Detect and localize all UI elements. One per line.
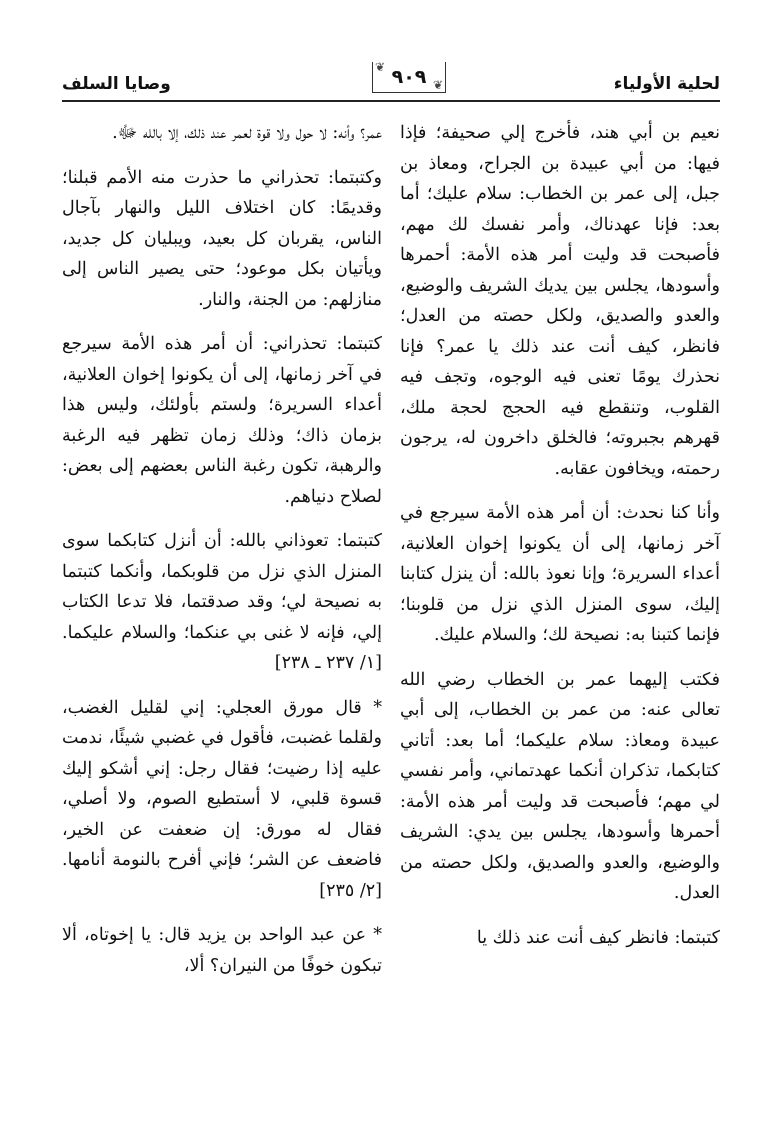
paragraph: كتبتما: تحذراني: أن أمر هذه الأمة سيرجع في آخر زمانها، إلى أن يكونوا إخوان العلانية، أعداء السريرة؛ ولستم بأولئك، وليس هذا بزمان ذاك؛ وذلك زمان تظهر فيه الرغبة والرهبة، تكون رغبة الناس بعضهم إلى بعض: لصلاح دنياهم. [62,334,382,507]
page-number: ٩٠٩ [391,66,427,88]
paragraph: وأنا كنا نحدث: أن أمر هذه الأمة سيرجع في آخر زمانها، إلى أن يكونوا إخوان العلانية، أعداء السريرة؛ وإنا نعوذ بالله: أن ينزل كتابنا إليك، سوى المنزل الذي نزل من قلوبنا؛ فإنما كتبنا به: نصيحة لك؛ والسلام عليك. [400,503,720,645]
paragraph: فكتب إليهما عمر بن الخطاب رضي الله تعالى عنه: من عمر بن الخطاب، إلى أبي عبيدة ومعاذ: سلام عليكما؛ أما بعد: أتاني كتابكما، تذكران أنكما عهدتماني، وأمر نفسي لي مهم؛ فأصبحت قد وليت أمر هذه الأمة: أحمرها وأسودها، يجلس بين يدي: الشريف والوضيع، والعدو والصديق، ولكل حصته من العدل. [400,669,720,903]
page-header [62,62,720,102]
paragraph: * قال مورق العجلي: إني لقليل الغضب، ولقلما غضبت، فأقول في غضبي شيئًا، ندمت عليه إذا رضيت؛ فقال رجل: إني أشكو إليك قسوة قلبي، لا أستطيع الصوم، ولا أصلي، فقال له مورق: إن ضعفت عن الخير، فاضعف عن الشر؛ فإني أفرح بالنومة أنامها. [٢/ ٢٣٥] [62,697,382,901]
paragraph: كتبتما: تعوذاني بالله: أن أنزل كتابكما سوى المنزل الذي نزل من قلوبكما، وأنكما كتبتما به نصيحة لي؛ وقد صدقتما، فلا تدعا الكتاب إلي، فإنه لا غنى بي عنكما؛ والسلام عليكما. [١/ ٢٣٧ ـ ٢٣٨] [62,531,382,673]
header-rule [62,100,720,102]
paragraph: نعيم بن أبي هند، فأخرج إلي صحيفة؛ فإذا فيها: من أبي عبيدة بن الجراح، ومعاذ بن جبل، إلى عمر بن الخطاب: سلام عليك؛ أما بعد: فإنا عهدناك، وأمر نفسك لك مهم، فأصبحت قد وليت أمر هذه الأمة: أحمرها وأسودها، يجلس بين يديك الشريف والوضيع، والعدو والصديق، ولكل حصته من العدل؛ فانظر، كيف أنت عند ذلك يا عمر؟ فإنا نحذرك يومًا تعنى فيه الوجوه، وتجف فيه القلوب، وتنقطع فيه الحجج لحجة ملك، قهرهم بجبروته؛ فالخلق داخرون له، يرجون رحمته، ويخافون عقابه. [400,123,720,479]
paragraph: * عن عبد الواحد بن يزيد قال: يا إخوتاه، ألا تبكون خوفًا من النيران؟ ألا، [62,925,382,976]
chapter-title: وصايا السلف [62,74,171,94]
right-column [400,118,720,967]
ornament-icon: ❦ [432,78,443,92]
paragraph: وكتبتما: تحذراني ما حذرت منه الأمم قبلنا؛ وقديمًا: كان اختلاف الليل والنهار بآجال الناس، يقربان كل بعيد، ويبليان كل جديد، ويأتيان بكل موعود؛ حتى يصير الناس إلى منازلهم: من الجنة، والنار. [62,167,382,310]
page-number-frame [372,62,446,93]
ornament-icon: ❦ [375,60,386,74]
paragraph: كتبتما: فانظر كيف أنت عند ذلك يا [476,927,720,948]
left-column [62,118,382,995]
paragraph: عمر؟ وأنه: لا حول ولا قوة لعمر عند ذلك، إلا بالله ﷻ. [112,123,382,143]
book-title: لحلية الأولياء [613,74,720,94]
